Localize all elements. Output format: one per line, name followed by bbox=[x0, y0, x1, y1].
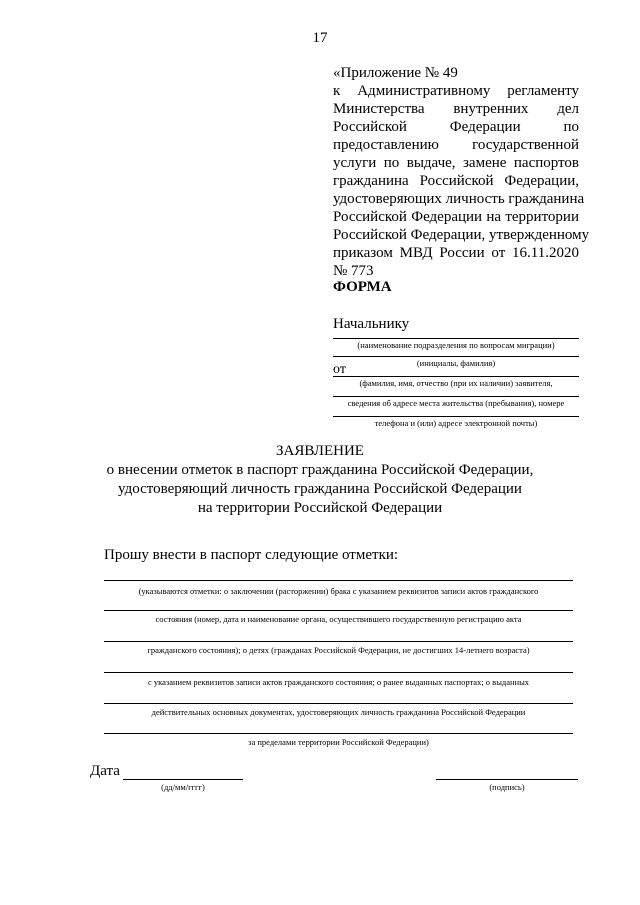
applicant-phone-hint: телефона и (или) адресе электронной почты) bbox=[374, 418, 538, 428]
marks-line[interactable] bbox=[104, 733, 573, 734]
unit-hint: (наименование подразделения по вопросам миграции) bbox=[357, 340, 555, 350]
initials-line[interactable] bbox=[333, 356, 579, 357]
appendix-line: приказом МВД России от 16.11.2020 bbox=[333, 245, 579, 261]
applicant-phone-line[interactable] bbox=[333, 416, 579, 417]
marks-line[interactable] bbox=[104, 672, 573, 673]
signature-field-line[interactable] bbox=[436, 779, 578, 780]
unit-line[interactable] bbox=[333, 338, 579, 339]
appendix-line: гражданина Российской Федерации, bbox=[333, 173, 579, 189]
appendix-line: к Административному регламенту bbox=[333, 83, 579, 99]
applicant-address-line[interactable] bbox=[333, 396, 579, 397]
marks-line[interactable] bbox=[104, 703, 573, 704]
appendix-line: Российской Федерации на территории bbox=[333, 209, 579, 225]
appendix-line: Российской Федерации, утвержденному bbox=[333, 227, 590, 243]
marks-hint: за пределами территории Российской Федерации) bbox=[248, 737, 429, 747]
marks-line[interactable] bbox=[104, 580, 573, 581]
applicant-address-hint: сведения об адресе места жительства (пребывания), номере bbox=[347, 398, 565, 408]
date-field-line[interactable] bbox=[123, 779, 243, 780]
document-heading: ЗАЯВЛЕНИЕ bbox=[276, 443, 364, 459]
marks-hint: состояния (номер, дата и наименование органа, осуществившего государственную регистрацию акта bbox=[155, 614, 522, 624]
appendix-line: Российской Федерации по bbox=[333, 119, 579, 135]
appendix-line: удостоверяющих личность гражданина bbox=[333, 191, 585, 207]
appendix-block bbox=[333, 64, 590, 280]
appendix-line: Министерства внутренних дел bbox=[333, 101, 579, 117]
applicant-name-line[interactable] bbox=[333, 376, 579, 377]
document-title-line: о внесении отметок в паспорт гражданина Российской Федерации, bbox=[106, 462, 534, 478]
marks-line[interactable] bbox=[104, 610, 573, 611]
date-label: Дата bbox=[90, 763, 120, 779]
appendix-line: «Приложение № 49 bbox=[333, 65, 458, 81]
marks-hint: с указанием реквизитов записи актов гражданского состояния; о ранее выданных паспортах; о выданных bbox=[147, 677, 530, 687]
document-title-line: на территории Российской Федерации bbox=[197, 500, 443, 516]
marks-hint: действительных основных документах, удостоверяющих личность гражданина Российской Федерации bbox=[151, 707, 526, 717]
initials-hint: (инициалы, фамилия) bbox=[416, 358, 496, 368]
marks-line[interactable] bbox=[104, 641, 573, 642]
appendix-line: предоставлению государственной bbox=[333, 137, 579, 153]
request-text: Прошу внести в паспорт следующие отметки: bbox=[104, 547, 399, 563]
page-number: 17 bbox=[312, 30, 328, 46]
document-title-line: удостоверяющий личность гражданина Российской Федерации bbox=[118, 481, 522, 497]
form-label: ФОРМА bbox=[333, 279, 392, 295]
signature-hint: (подпись) bbox=[489, 782, 525, 792]
appendix-line: № 773 bbox=[333, 263, 374, 279]
marks-hint: гражданского состояния); о детях (гражданах Российской Федерации, не достигших 14-летнего возраста) bbox=[147, 645, 530, 655]
from-label: от bbox=[333, 362, 346, 377]
date-hint: (дд/мм/гггг) bbox=[161, 782, 205, 792]
appendix-line: услуги по выдаче, замене паспортов bbox=[333, 155, 579, 171]
marks-hint: (указываются отметки: о заключении (расторжении) брака с указанием реквизитов записи актов гражданского bbox=[138, 586, 539, 596]
applicant-name-hint: (фамилия, имя, отчество (при их наличии) заявителя, bbox=[359, 378, 553, 388]
addressee-to: Начальнику bbox=[333, 316, 410, 332]
